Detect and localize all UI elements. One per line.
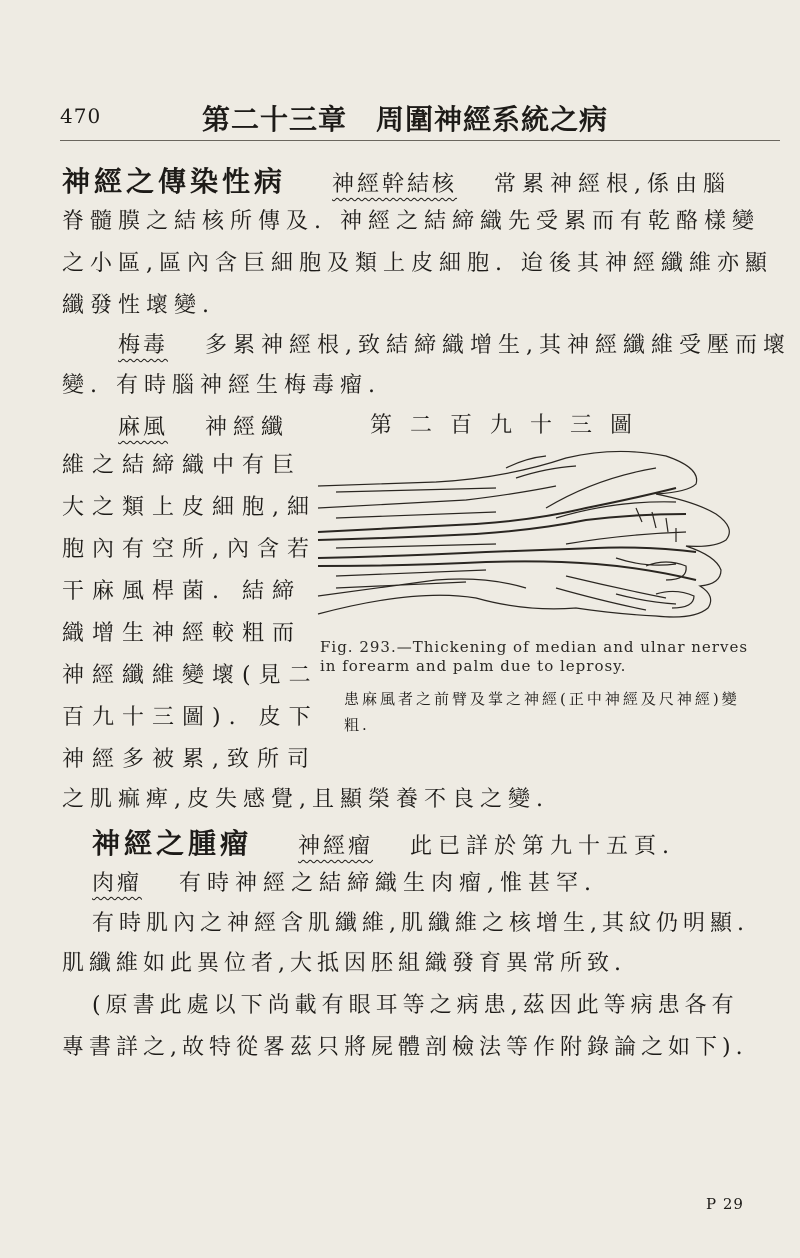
plate-mark: P 29 [706, 1195, 744, 1213]
paragraph-line: 大之類上皮細胞,細 [62, 495, 317, 520]
subheading-neuroma: 神經瘤 [298, 834, 374, 859]
paragraph-line: (原書此處以下尚載有眼耳等之病患,茲因此等病患各有 [92, 993, 739, 1018]
section-heading-tumors [92, 826, 800, 862]
paragraph-line: 纖發性壞變. [62, 293, 215, 318]
page-header [60, 98, 780, 138]
paragraph-line: 神經多被累,致所司 [62, 747, 317, 772]
paragraph-line: 胞內有空所,內含若 [62, 537, 317, 562]
paragraph-line: 之肌痲痺,皮失感覺,且顯榮養不良之變. [62, 787, 549, 812]
paragraph-line: 百九十三圖). 皮下 [62, 705, 319, 730]
paragraph-text: 常累神經根,係由腦 [494, 172, 732, 197]
figure-caption-chinese: 患麻風者之前臂及掌之神經(正中神經及尺神經)變粗. [344, 690, 740, 734]
sarcoma-paragraph [92, 866, 800, 902]
section-heading-infectious [62, 164, 782, 200]
paragraph-line: 之小區,區內含巨細胞及類上皮細胞. 迨後其神經纖維亦顯 [62, 251, 773, 276]
section-heading-text: 神經之傳染性病 [62, 165, 287, 198]
paragraph-line: 變. 有時腦神經生梅毒瘤. [62, 373, 381, 398]
figure-caption-english: Fig. 293.—Thickening of median and ulnar nerves in forearm and palm due to leprosy. [320, 638, 749, 675]
paragraph-text: 神經纖 [205, 415, 290, 440]
subheading-syphilis: 梅毒 [118, 333, 169, 358]
paragraph-line: 脊髓膜之結核所傳及. 神經之結締織先受累而有乾酪樣變 [62, 209, 760, 234]
syphilis-paragraph [118, 328, 800, 364]
header-rule [60, 140, 780, 141]
paragraph-text: 有時神經之結締織生肉瘤,惟甚罕. [179, 871, 598, 896]
section-heading-text: 神經之腫瘤 [92, 827, 253, 860]
paragraph-line: 干麻風桿菌. 結締 [62, 579, 302, 604]
leprosy-paragraph [118, 410, 318, 446]
forearm-nerve-illustration [316, 448, 746, 630]
paragraph-line: 專書詳之,故特從畧茲只將屍體剖檢法等作附錄論之如下). [62, 1035, 748, 1060]
paragraph-line: 神經纖維變壞(見二 [62, 663, 319, 688]
paragraph-line: 肌纖維如此異位者,大抵因胚組織發育異常所致. [62, 951, 626, 976]
paragraph-line: 有時肌內之神經含肌纖維,肌纖維之核增生,其紋仍明顯. [92, 911, 749, 936]
subheading-leprosy: 麻風 [118, 415, 169, 440]
page-number: 470 [60, 104, 102, 128]
paragraph-text: 此已詳於第九十五頁. [410, 834, 676, 859]
subheading-sarcoma: 肉瘤 [92, 871, 143, 896]
chapter-title: 第二十三章 周圍神經系統之病 [202, 103, 609, 136]
paragraph-text: 多累神經根,致結締織增生,其神經纖維受壓而壞 [205, 333, 792, 358]
figure-title: 第二百九十三圖 [370, 413, 651, 438]
paragraph-line: 織增生神經較粗而 [62, 621, 303, 646]
subheading-nerve-tuberculosis: 神經幹結核 [332, 172, 458, 197]
paragraph-line: 維之結締織中有巨 [62, 453, 303, 478]
